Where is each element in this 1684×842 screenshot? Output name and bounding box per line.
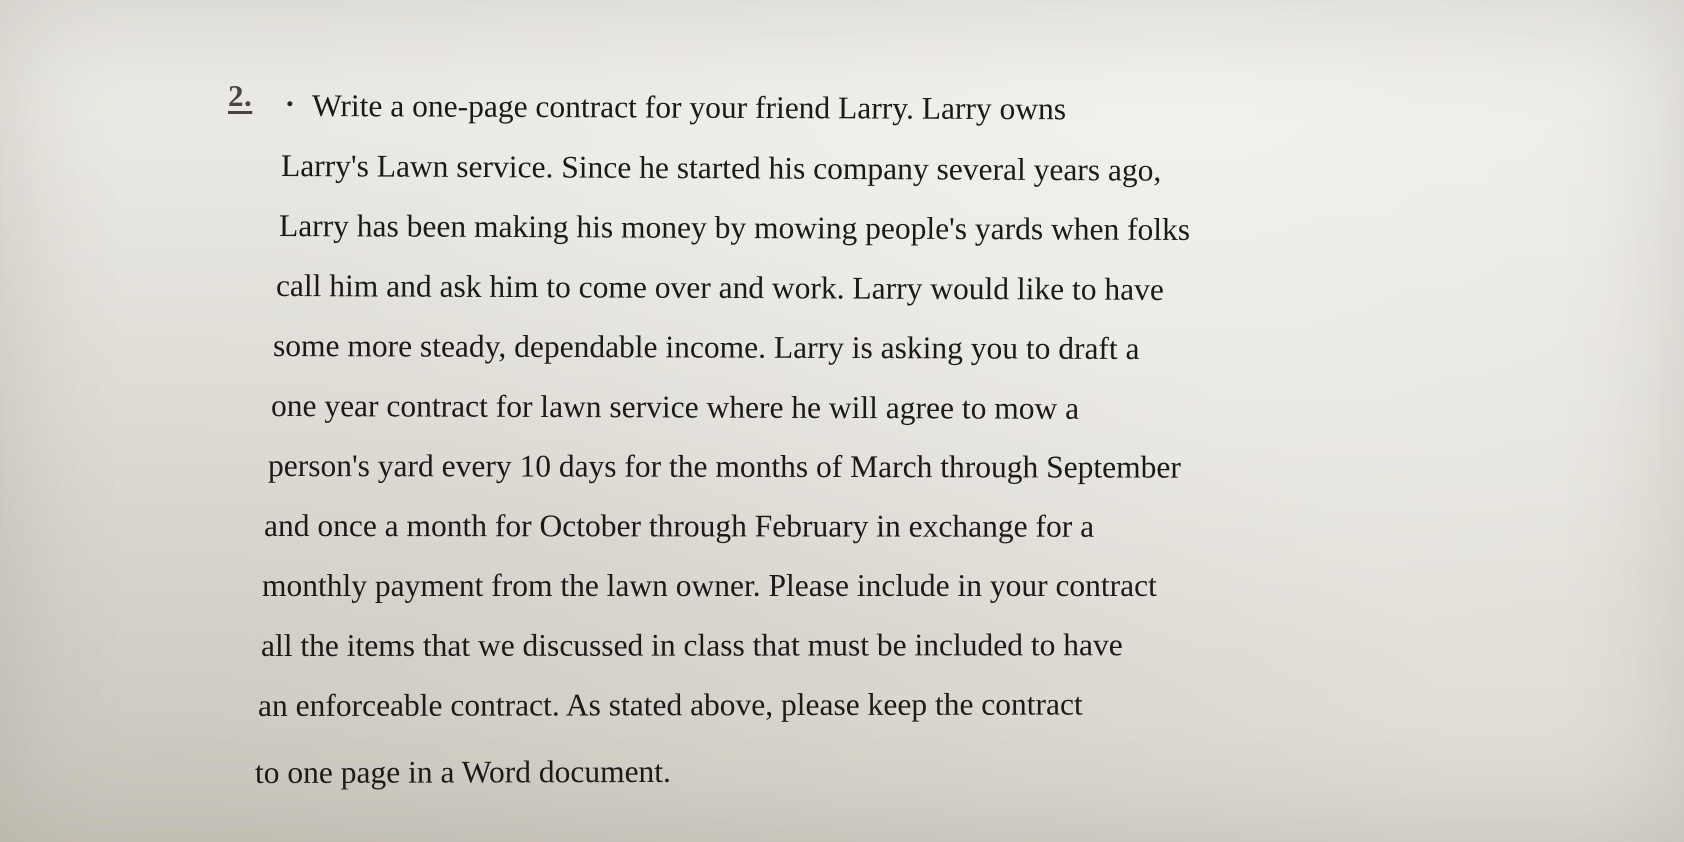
question-text-line: Write a one-page contract for your friend Larry. Larry owns	[311, 88, 1067, 127]
bullet-dot: .	[286, 78, 294, 113]
question-text-line: Larry's Lawn service. Since he started his company several years ago,	[280, 148, 1162, 188]
question-text-line: some more steady, dependable income. Larry is asking you to draft a	[272, 328, 1140, 367]
question-text-line: and once a month for October through February in exchange for a	[263, 508, 1095, 544]
question-text-line: monthly payment from the lawn owner. Please include in your contract	[262, 568, 1157, 603]
question-text-line: to one page in a Word document.	[254, 753, 671, 790]
question-number: 2.	[228, 78, 253, 113]
question-text-line: an enforceable contract. As stated above, please keep the contract	[257, 686, 1083, 723]
question-text-line: call him and ask him to come over and work. Larry would like to have	[275, 268, 1164, 307]
question-text-line: all the items that we discussed in class that must be included to have	[260, 627, 1123, 663]
question-text-line: one year contract for lawn service where he will agree to mow a	[270, 388, 1080, 426]
question-text-line: Larry has been making his money by mowing people's yards when folks	[278, 208, 1191, 247]
question-text-line: person's yard every 10 days for the months of March through September	[267, 448, 1181, 485]
